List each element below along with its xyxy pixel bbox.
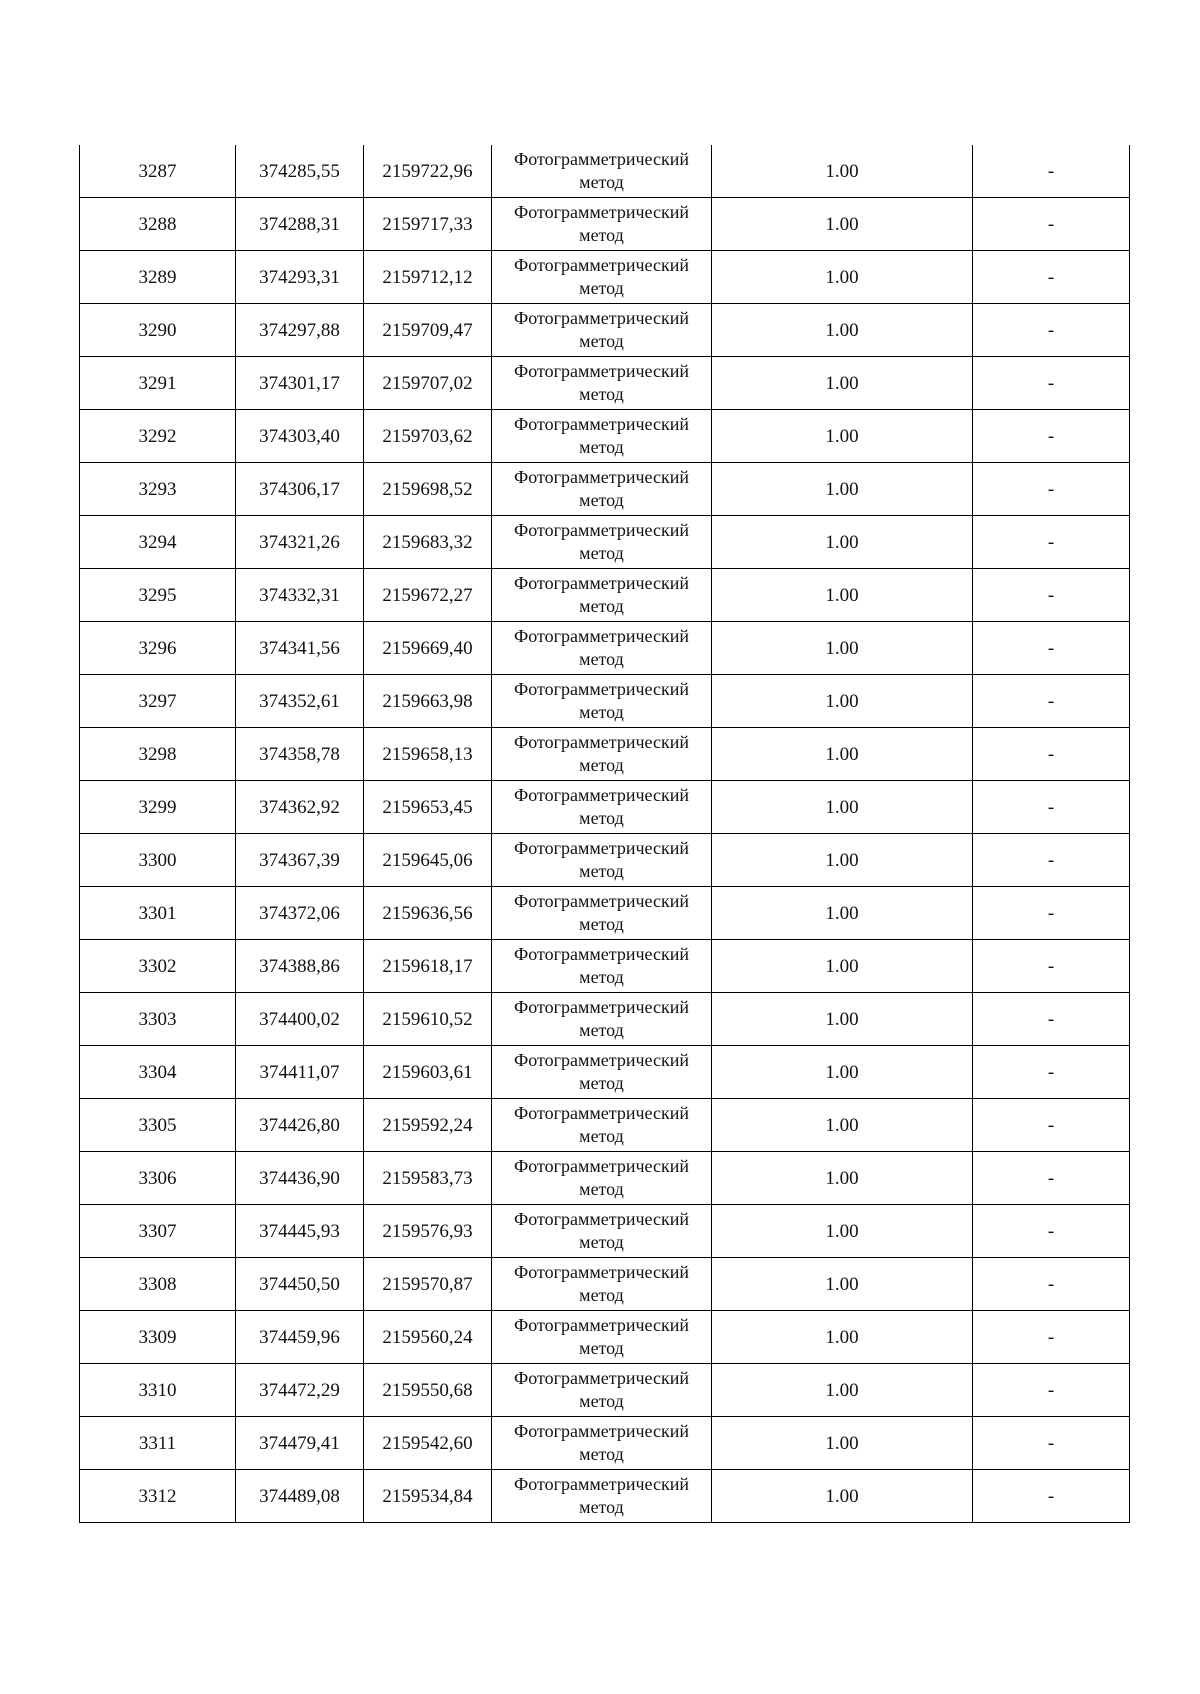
table-row xyxy=(80,834,1130,887)
y-coordinate-cell: 2159707,02 xyxy=(364,357,492,410)
method-line-1: Фотограмметрический xyxy=(514,891,689,911)
method-cell xyxy=(492,993,712,1046)
method-cell xyxy=(492,622,712,675)
y-coordinate-cell: 2159618,17 xyxy=(364,940,492,993)
y-coordinate-cell: 2159683,32 xyxy=(364,516,492,569)
note-cell: - xyxy=(973,410,1130,463)
method-line-1: Фотограмметрический xyxy=(514,573,689,593)
method-line-1: Фотограмметрический xyxy=(514,414,689,434)
table-row xyxy=(80,357,1130,410)
table-row xyxy=(80,198,1130,251)
accuracy-cell: 1.00 xyxy=(712,940,973,993)
method-line-1: Фотограмметрический xyxy=(514,467,689,487)
method-line-2: метод xyxy=(579,808,624,828)
method-line-1: Фотограмметрический xyxy=(514,308,689,328)
x-coordinate-cell: 374388,86 xyxy=(236,940,364,993)
method-line-1: Фотограмметрический xyxy=(514,149,689,169)
method-cell xyxy=(492,940,712,993)
accuracy-cell: 1.00 xyxy=(712,1470,973,1523)
method-line-2: метод xyxy=(579,1444,624,1464)
method-line-1: Фотограмметрический xyxy=(514,520,689,540)
method-line-2: метод xyxy=(579,331,624,351)
accuracy-cell: 1.00 xyxy=(712,993,973,1046)
y-coordinate-cell: 2159663,98 xyxy=(364,675,492,728)
accuracy-cell: 1.00 xyxy=(712,887,973,940)
table-row xyxy=(80,1152,1130,1205)
accuracy-cell: 1.00 xyxy=(712,1152,973,1205)
x-coordinate-cell: 374459,96 xyxy=(236,1311,364,1364)
method-line-2: метод xyxy=(579,490,624,510)
accuracy-cell: 1.00 xyxy=(712,251,973,304)
y-coordinate-cell: 2159592,24 xyxy=(364,1099,492,1152)
y-coordinate-cell: 2159645,06 xyxy=(364,834,492,887)
method-line-2: метод xyxy=(579,225,624,245)
x-coordinate-cell: 374288,31 xyxy=(236,198,364,251)
table-row xyxy=(80,1099,1130,1152)
table-row xyxy=(80,145,1130,198)
method-line-2: метод xyxy=(579,1391,624,1411)
x-coordinate-cell: 374426,80 xyxy=(236,1099,364,1152)
point-number-cell: 3305 xyxy=(80,1099,236,1152)
table-row xyxy=(80,1311,1130,1364)
point-number-cell: 3301 xyxy=(80,887,236,940)
y-coordinate-cell: 2159669,40 xyxy=(364,622,492,675)
method-cell xyxy=(492,304,712,357)
point-number-cell: 3290 xyxy=(80,304,236,357)
note-cell: - xyxy=(973,834,1130,887)
note-cell: - xyxy=(973,1099,1130,1152)
note-cell: - xyxy=(973,1152,1130,1205)
y-coordinate-cell: 2159709,47 xyxy=(364,304,492,357)
method-line-1: Фотограмметрический xyxy=(514,361,689,381)
note-cell: - xyxy=(973,887,1130,940)
y-coordinate-cell: 2159542,60 xyxy=(364,1417,492,1470)
point-number-cell: 3307 xyxy=(80,1205,236,1258)
note-cell: - xyxy=(973,357,1130,410)
method-cell xyxy=(492,834,712,887)
y-coordinate-cell: 2159672,27 xyxy=(364,569,492,622)
accuracy-cell: 1.00 xyxy=(712,1417,973,1470)
method-cell xyxy=(492,1046,712,1099)
method-cell xyxy=(492,781,712,834)
point-number-cell: 3311 xyxy=(80,1417,236,1470)
method-line-1: Фотограмметрический xyxy=(514,1421,689,1441)
x-coordinate-cell: 374400,02 xyxy=(236,993,364,1046)
y-coordinate-cell: 2159717,33 xyxy=(364,198,492,251)
point-number-cell: 3291 xyxy=(80,357,236,410)
note-cell: - xyxy=(973,622,1130,675)
x-coordinate-cell: 374372,06 xyxy=(236,887,364,940)
method-line-2: метод xyxy=(579,1338,624,1358)
point-number-cell: 3294 xyxy=(80,516,236,569)
note-cell: - xyxy=(973,1364,1130,1417)
method-line-2: метод xyxy=(579,543,624,563)
x-coordinate-cell: 374297,88 xyxy=(236,304,364,357)
method-line-1: Фотограмметрический xyxy=(514,1156,689,1176)
method-cell xyxy=(492,1258,712,1311)
method-line-2: метод xyxy=(579,1020,624,1040)
method-cell xyxy=(492,357,712,410)
accuracy-cell: 1.00 xyxy=(712,357,973,410)
x-coordinate-cell: 374411,07 xyxy=(236,1046,364,1099)
point-number-cell: 3289 xyxy=(80,251,236,304)
table-row xyxy=(80,1364,1130,1417)
point-number-cell: 3296 xyxy=(80,622,236,675)
table-row xyxy=(80,993,1130,1046)
accuracy-cell: 1.00 xyxy=(712,304,973,357)
method-line-2: метод xyxy=(579,437,624,457)
method-cell xyxy=(492,516,712,569)
note-cell: - xyxy=(973,569,1130,622)
note-cell: - xyxy=(973,675,1130,728)
x-coordinate-cell: 374472,29 xyxy=(236,1364,364,1417)
method-line-2: метод xyxy=(579,1497,624,1517)
note-cell: - xyxy=(973,993,1130,1046)
point-number-cell: 3309 xyxy=(80,1311,236,1364)
method-line-1: Фотограмметрический xyxy=(514,1262,689,1282)
accuracy-cell: 1.00 xyxy=(712,675,973,728)
method-cell xyxy=(492,410,712,463)
method-line-2: метод xyxy=(579,278,624,298)
x-coordinate-cell: 374321,26 xyxy=(236,516,364,569)
table-row xyxy=(80,569,1130,622)
y-coordinate-cell: 2159658,13 xyxy=(364,728,492,781)
method-line-1: Фотограмметрический xyxy=(514,679,689,699)
method-cell xyxy=(492,1364,712,1417)
method-line-1: Фотограмметрический xyxy=(514,202,689,222)
y-coordinate-cell: 2159636,56 xyxy=(364,887,492,940)
x-coordinate-cell: 374362,92 xyxy=(236,781,364,834)
point-number-cell: 3292 xyxy=(80,410,236,463)
x-coordinate-cell: 374285,55 xyxy=(236,145,364,198)
method-line-2: метод xyxy=(579,1179,624,1199)
y-coordinate-cell: 2159698,52 xyxy=(364,463,492,516)
table-row xyxy=(80,304,1130,357)
note-cell: - xyxy=(973,145,1130,198)
note-cell: - xyxy=(973,304,1130,357)
method-cell xyxy=(492,1470,712,1523)
note-cell: - xyxy=(973,940,1130,993)
accuracy-cell: 1.00 xyxy=(712,622,973,675)
method-cell xyxy=(492,887,712,940)
method-cell xyxy=(492,198,712,251)
table-row xyxy=(80,940,1130,993)
x-coordinate-cell: 374293,31 xyxy=(236,251,364,304)
method-cell xyxy=(492,728,712,781)
table-row xyxy=(80,781,1130,834)
y-coordinate-cell: 2159550,68 xyxy=(364,1364,492,1417)
table-row xyxy=(80,675,1130,728)
table-row xyxy=(80,516,1130,569)
point-number-cell: 3310 xyxy=(80,1364,236,1417)
point-number-cell: 3300 xyxy=(80,834,236,887)
note-cell: - xyxy=(973,1046,1130,1099)
method-line-1: Фотограмметрический xyxy=(514,1474,689,1494)
table-row xyxy=(80,410,1130,463)
table-row xyxy=(80,728,1130,781)
point-number-cell: 3287 xyxy=(80,145,236,198)
x-coordinate-cell: 374479,41 xyxy=(236,1417,364,1470)
table-row xyxy=(80,463,1130,516)
table-row xyxy=(80,251,1130,304)
coordinates-table-body xyxy=(80,145,1130,1523)
y-coordinate-cell: 2159653,45 xyxy=(364,781,492,834)
point-number-cell: 3299 xyxy=(80,781,236,834)
point-number-cell: 3308 xyxy=(80,1258,236,1311)
method-cell xyxy=(492,1417,712,1470)
method-line-2: метод xyxy=(579,1232,624,1252)
accuracy-cell: 1.00 xyxy=(712,1046,973,1099)
point-number-cell: 3295 xyxy=(80,569,236,622)
method-line-2: метод xyxy=(579,1126,624,1146)
note-cell: - xyxy=(973,1258,1130,1311)
method-line-2: метод xyxy=(579,596,624,616)
point-number-cell: 3293 xyxy=(80,463,236,516)
x-coordinate-cell: 374332,31 xyxy=(236,569,364,622)
accuracy-cell: 1.00 xyxy=(712,410,973,463)
point-number-cell: 3312 xyxy=(80,1470,236,1523)
method-cell xyxy=(492,251,712,304)
point-number-cell: 3298 xyxy=(80,728,236,781)
x-coordinate-cell: 374301,17 xyxy=(236,357,364,410)
table-row xyxy=(80,887,1130,940)
accuracy-cell: 1.00 xyxy=(712,463,973,516)
y-coordinate-cell: 2159570,87 xyxy=(364,1258,492,1311)
method-line-1: Фотограмметрический xyxy=(514,1315,689,1335)
accuracy-cell: 1.00 xyxy=(712,781,973,834)
method-line-1: Фотограмметрический xyxy=(514,255,689,275)
method-line-2: метод xyxy=(579,172,624,192)
y-coordinate-cell: 2159534,84 xyxy=(364,1470,492,1523)
method-line-2: метод xyxy=(579,649,624,669)
note-cell: - xyxy=(973,781,1130,834)
accuracy-cell: 1.00 xyxy=(712,1205,973,1258)
point-number-cell: 3288 xyxy=(80,198,236,251)
method-line-1: Фотограмметрический xyxy=(514,785,689,805)
accuracy-cell: 1.00 xyxy=(712,198,973,251)
note-cell: - xyxy=(973,198,1130,251)
y-coordinate-cell: 2159583,73 xyxy=(364,1152,492,1205)
note-cell: - xyxy=(973,1205,1130,1258)
coordinates-table xyxy=(79,145,1130,1523)
method-line-1: Фотограмметрический xyxy=(514,944,689,964)
method-line-1: Фотограмметрический xyxy=(514,1368,689,1388)
accuracy-cell: 1.00 xyxy=(712,1099,973,1152)
note-cell: - xyxy=(973,516,1130,569)
accuracy-cell: 1.00 xyxy=(712,1258,973,1311)
method-cell xyxy=(492,1311,712,1364)
note-cell: - xyxy=(973,728,1130,781)
method-line-2: метод xyxy=(579,861,624,881)
table-row xyxy=(80,1205,1130,1258)
y-coordinate-cell: 2159703,62 xyxy=(364,410,492,463)
method-line-1: Фотограмметрический xyxy=(514,732,689,752)
method-line-2: метод xyxy=(579,967,624,987)
x-coordinate-cell: 374445,93 xyxy=(236,1205,364,1258)
method-cell xyxy=(492,1152,712,1205)
note-cell: - xyxy=(973,251,1130,304)
accuracy-cell: 1.00 xyxy=(712,145,973,198)
point-number-cell: 3304 xyxy=(80,1046,236,1099)
y-coordinate-cell: 2159722,96 xyxy=(364,145,492,198)
x-coordinate-cell: 374436,90 xyxy=(236,1152,364,1205)
point-number-cell: 3306 xyxy=(80,1152,236,1205)
method-line-2: метод xyxy=(579,755,624,775)
method-line-1: Фотограмметрический xyxy=(514,1209,689,1229)
point-number-cell: 3302 xyxy=(80,940,236,993)
method-cell xyxy=(492,569,712,622)
x-coordinate-cell: 374352,61 xyxy=(236,675,364,728)
method-line-2: метод xyxy=(579,1285,624,1305)
x-coordinate-cell: 374367,39 xyxy=(236,834,364,887)
y-coordinate-cell: 2159610,52 xyxy=(364,993,492,1046)
x-coordinate-cell: 374489,08 xyxy=(236,1470,364,1523)
point-number-cell: 3297 xyxy=(80,675,236,728)
table-row xyxy=(80,622,1130,675)
note-cell: - xyxy=(973,463,1130,516)
note-cell: - xyxy=(973,1417,1130,1470)
table-row xyxy=(80,1470,1130,1523)
x-coordinate-cell: 374358,78 xyxy=(236,728,364,781)
note-cell: - xyxy=(973,1311,1130,1364)
accuracy-cell: 1.00 xyxy=(712,834,973,887)
table-row xyxy=(80,1258,1130,1311)
method-line-1: Фотограмметрический xyxy=(514,1103,689,1123)
method-cell xyxy=(492,675,712,728)
x-coordinate-cell: 374341,56 xyxy=(236,622,364,675)
method-line-2: метод xyxy=(579,914,624,934)
method-line-2: метод xyxy=(579,384,624,404)
method-line-1: Фотограмметрический xyxy=(514,1050,689,1070)
accuracy-cell: 1.00 xyxy=(712,1364,973,1417)
method-cell xyxy=(492,463,712,516)
x-coordinate-cell: 374306,17 xyxy=(236,463,364,516)
method-cell xyxy=(492,1099,712,1152)
table-row xyxy=(80,1046,1130,1099)
method-line-2: метод xyxy=(579,1073,624,1093)
y-coordinate-cell: 2159576,93 xyxy=(364,1205,492,1258)
y-coordinate-cell: 2159560,24 xyxy=(364,1311,492,1364)
note-cell: - xyxy=(973,1470,1130,1523)
x-coordinate-cell: 374450,50 xyxy=(236,1258,364,1311)
y-coordinate-cell: 2159603,61 xyxy=(364,1046,492,1099)
accuracy-cell: 1.00 xyxy=(712,1311,973,1364)
method-line-1: Фотограмметрический xyxy=(514,838,689,858)
point-number-cell: 3303 xyxy=(80,993,236,1046)
accuracy-cell: 1.00 xyxy=(712,569,973,622)
accuracy-cell: 1.00 xyxy=(712,728,973,781)
y-coordinate-cell: 2159712,12 xyxy=(364,251,492,304)
method-line-1: Фотограмметрический xyxy=(514,997,689,1017)
method-cell xyxy=(492,145,712,198)
method-cell xyxy=(492,1205,712,1258)
accuracy-cell: 1.00 xyxy=(712,516,973,569)
x-coordinate-cell: 374303,40 xyxy=(236,410,364,463)
method-line-1: Фотограмметрический xyxy=(514,626,689,646)
method-line-2: метод xyxy=(579,702,624,722)
table-row xyxy=(80,1417,1130,1470)
